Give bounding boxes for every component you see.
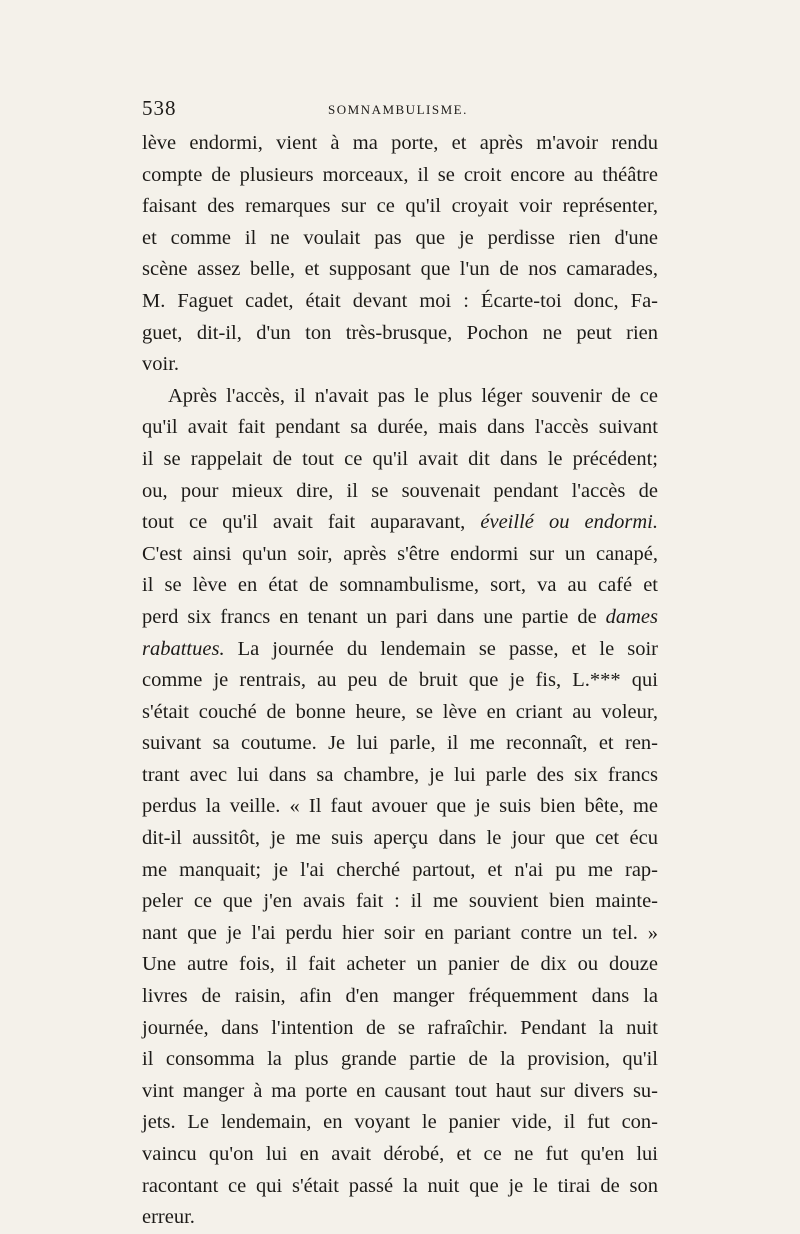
text-line: dit-il aussitôt, je me suis aperçu dans le jour que cet écu bbox=[142, 827, 658, 850]
text-line: journée, dans l'intention de se rafraîchir. Pendant la nuit bbox=[142, 1016, 658, 1039]
text-line: nant que je l'ai perdu hier soir en pariant contre un tel. » bbox=[142, 921, 658, 944]
text-line: vaincu qu'on lui en avait dérobé, et ce ne fut qu'en lui bbox=[142, 1143, 658, 1165]
body-text bbox=[142, 128, 658, 1234]
text-line: faisant des remarques sur ce qu'il croyait voir représenter, bbox=[142, 195, 658, 218]
text-line: erreur. bbox=[142, 1206, 195, 1229]
text-line: vint manger à ma porte en causant tout haut sur divers su- bbox=[142, 1079, 658, 1102]
text-line: me manquait; je l'ai cherché partout, et n'ai pu me rap- bbox=[142, 858, 658, 881]
text-line: Une autre fois, il fait acheter un panier de dix ou douze bbox=[142, 953, 658, 976]
page-header bbox=[142, 96, 658, 126]
text-line: scène assez belle, et supposant que l'un de nos camarades, bbox=[142, 258, 658, 281]
text-line: compte de plusieurs morceaux, il se croit encore au théâtre bbox=[142, 163, 658, 186]
text-line: M. Faguet cadet, était devant moi : Écarte-toi donc, Fa- bbox=[142, 289, 658, 312]
page-number: 538 bbox=[142, 96, 177, 120]
text-line: livres de raisin, afin d'en manger fréquemment dans la bbox=[142, 985, 658, 1008]
text-line: ou, pour mieux dire, il se souvenait pendant l'accès de bbox=[142, 479, 658, 502]
text-line: suivant sa coutume. Je lui parle, il me reconnaît, et ren- bbox=[142, 732, 658, 755]
text-line: s'était couché de bonne heure, se lève en criant au voleur, bbox=[142, 700, 658, 723]
text-line: qu'il avait fait pendant sa durée, mais dans l'accès suivant bbox=[142, 416, 658, 439]
text-line: jets. Le lendemain, en voyant le panier vide, il fut con- bbox=[142, 1111, 658, 1134]
text-line: trant avec lui dans sa chambre, je lui parle des six francs bbox=[142, 763, 658, 786]
text-line: perdus la veille. « Il faut avouer que je suis bien bête, me bbox=[142, 795, 658, 818]
text-line: guet, dit-il, d'un ton très-brusque, Pochon ne peut rien bbox=[142, 321, 658, 344]
text-line: rabattues. La journée du lendemain se passe, et le soir bbox=[142, 637, 658, 660]
text-line: il se lève en état de somnambulisme, sort, va au café et bbox=[142, 574, 658, 597]
text-line: Après l'accès, il n'avait pas le plus léger souvenir de ce bbox=[168, 384, 658, 407]
text-line: tout ce qu'il avait fait auparavant, éveillé ou endormi. bbox=[142, 511, 658, 534]
running-title: SOMNAMBULISME. bbox=[328, 102, 468, 117]
text-line: perd six francs en tenant un pari dans une partie de dames bbox=[142, 605, 658, 628]
text-line: il se rappelait de tout ce qu'il avait dit dans le précédent; bbox=[142, 447, 658, 470]
text-line: comme je rentrais, au peu de bruit que je fis, L.*** qui bbox=[142, 669, 658, 692]
text-line: lève endormi, vient à ma porte, et après m'avoir rendu bbox=[142, 132, 658, 154]
text-line: C'est ainsi qu'un soir, après s'être endormi sur un canapé, bbox=[142, 542, 658, 565]
text-line: et comme il ne voulait pas que je perdisse rien d'une bbox=[142, 226, 658, 249]
text-line: peler ce que j'en avais fait : il me souvient bien mainte- bbox=[142, 890, 658, 913]
text-line: il consomma la plus grande partie de la provision, qu'il bbox=[142, 1048, 658, 1071]
text-line: voir. bbox=[142, 353, 180, 376]
text-line: racontant ce qui s'était passé la nuit que je le tirai de son bbox=[142, 1174, 658, 1197]
